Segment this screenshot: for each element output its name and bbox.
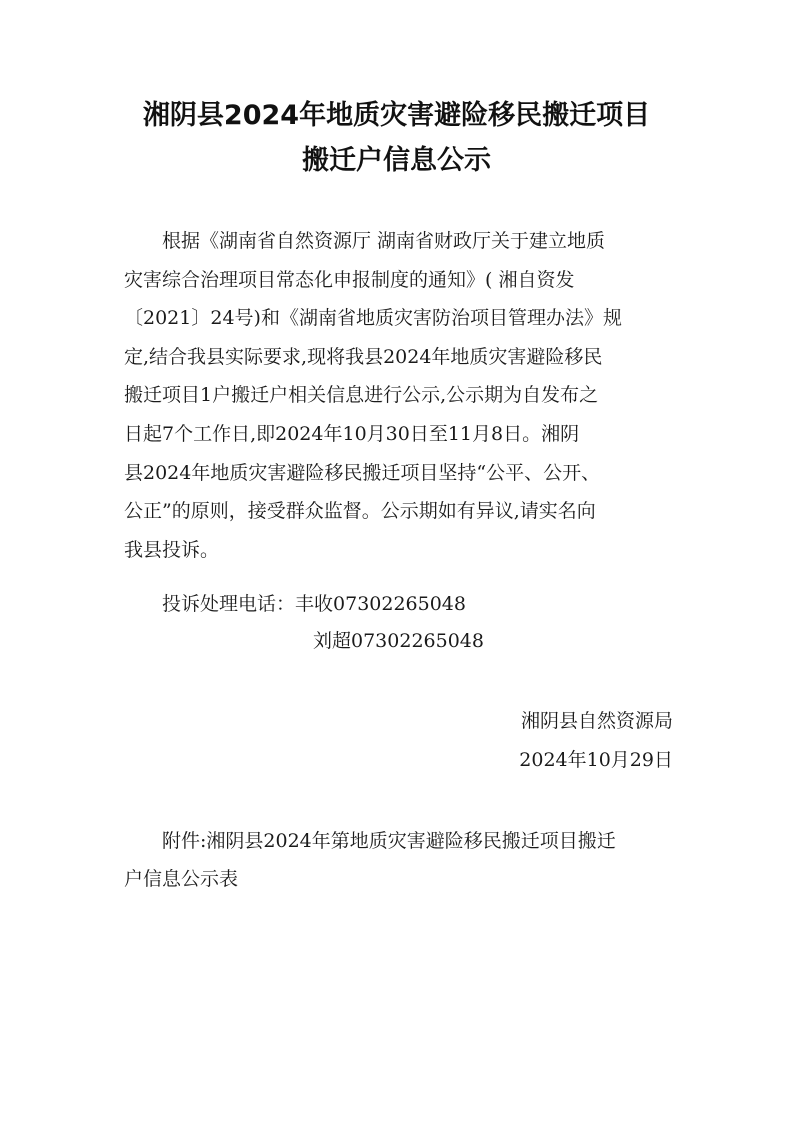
- attachment-note: [124, 822, 674, 898]
- paragraph-line: 灾害综合治理项目常态化申报制度的通知》( 湘自资发: [124, 268, 575, 291]
- attachment-line: 附件:湘阴县2024年第地质灾害避险移民搬迁项目搬迁: [162, 830, 616, 852]
- contact-2: 刘超07302265048: [313, 630, 484, 652]
- complaint-phone-line: [162, 589, 466, 619]
- paragraph-line: 根据《湖南省自然资源厅 湖南省财政厅关于建立地质: [162, 230, 606, 252]
- paragraph-line: 搬迁项目1户搬迁户相关信息进行公示,公示期为自发布之: [124, 384, 599, 407]
- paragraph-line: 县2024年地质灾害避险移民搬迁项目坚持“公平、公开、: [124, 461, 601, 484]
- paragraph-line: 日起7个工作日,即2024年10月30日至11月8日。湘阴: [124, 422, 580, 445]
- complaint-phone-label: 投诉处理电话：: [162, 593, 296, 615]
- issue-date: 2024年10月29日: [519, 749, 673, 771]
- contact-1: 丰收07302265048: [295, 593, 466, 615]
- announcement-paragraph: [124, 222, 674, 569]
- document-title-line1: 湘阴县2024年地质灾害避险移民搬迁项目: [142, 100, 651, 131]
- paragraph-line: 我县投诉。: [124, 538, 220, 561]
- attachment-line: 户信息公示表: [124, 868, 239, 890]
- issuer-name: 湘阴县自然资源局: [520, 710, 673, 732]
- paragraph-line: 公正”的原则，接受群众监督。公示期如有异议,请实名向: [124, 500, 596, 523]
- document-title-line2: 搬迁户信息公示: [302, 145, 491, 176]
- paragraph-line: 定,结合我县实际要求,现将我县2024年地质灾害避险移民: [124, 345, 603, 368]
- paragraph-line: 〔2021〕24号)和《湖南省地质灾害防治项目管理办法》规: [124, 307, 622, 330]
